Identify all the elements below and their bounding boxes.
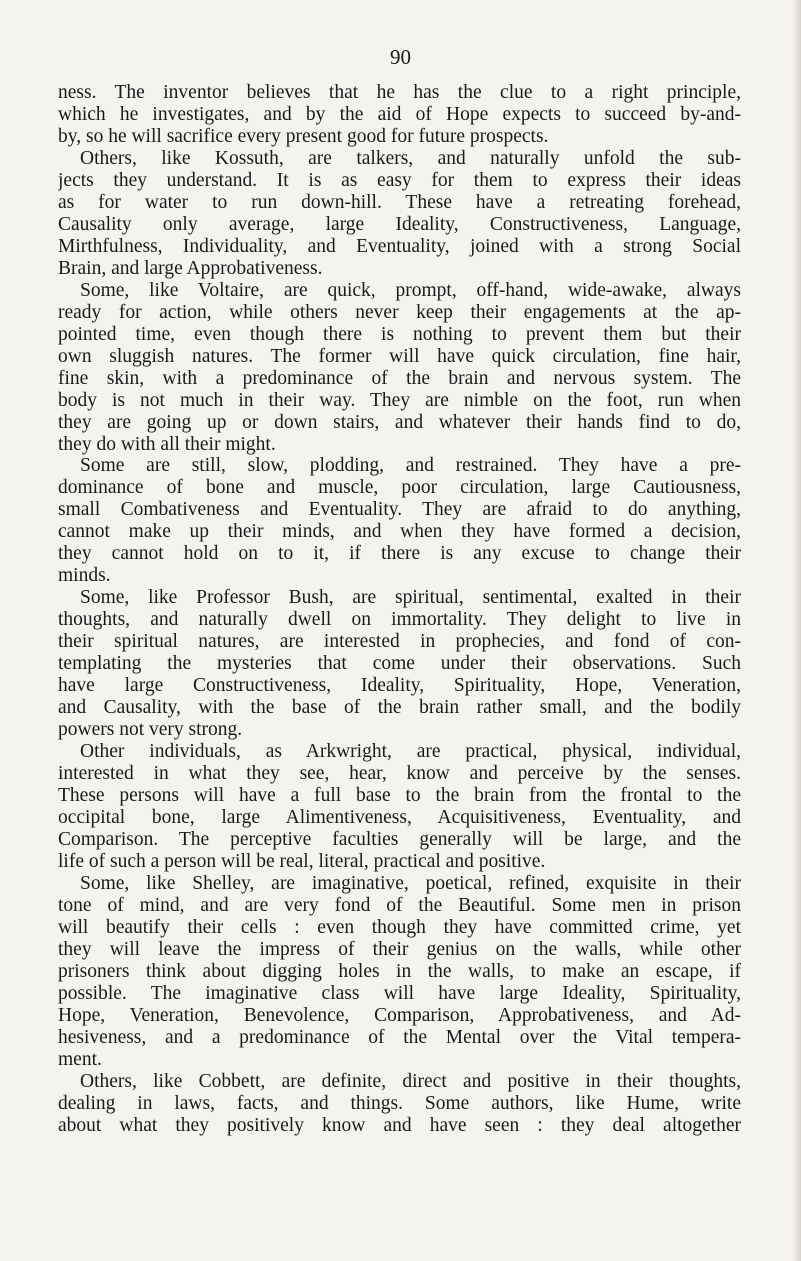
text-line: tone of mind, and are very fond of the Beautiful. Some men in prison [58, 894, 741, 916]
text-line: minds. [58, 565, 111, 587]
text-line: Brain, and large Approbativeness. [58, 257, 323, 279]
text-line: they are going up or down stairs, and whatever their hands find to do, [58, 411, 741, 433]
text-line: their spiritual natures, are interested in prophecies, and fond of con- [58, 631, 741, 653]
text-line: Other individuals, as Arkwright, are practical, physical, individual, [80, 741, 741, 763]
text-line: templating the mysteries that come under their observations. Such [58, 653, 741, 675]
text-line: Others, like Kossuth, are talkers, and naturally unfold the sub- [80, 147, 741, 169]
text-line: about what they positively know and have seen : they deal altogether [58, 1114, 741, 1136]
text-line: possible. The imaginative class will have large Ideality, Spirituality, [58, 982, 741, 1004]
text-line: Some, like Professor Bush, are spiritual, sentimental, exalted in their [80, 587, 741, 609]
text-line: as for water to run down-hill. These have a retreating forehead, [58, 191, 741, 213]
page-number: 90 [390, 45, 411, 69]
body-text [58, 82, 741, 1137]
text-line: own sluggish natures. The former will have quick circulation, fine hair, [58, 345, 741, 367]
text-line: dominance of bone and muscle, poor circulation, large Cautiousness, [58, 477, 741, 499]
text-line: have large Constructiveness, Ideality, Spirituality, Hope, Veneration, [58, 675, 741, 697]
text-line: they will leave the impress of their genius on the walls, while other [58, 938, 741, 960]
text-line: hesiveness, and a predominance of the Mental over the Vital tempera- [58, 1026, 741, 1048]
text-line: fine skin, with a predominance of the brain and nervous system. The [58, 367, 741, 389]
text-line: prisoners think about digging holes in the walls, to make an escape, if [58, 960, 741, 982]
text-line: Causality only average, large Ideality, Constructiveness, Language, [58, 213, 741, 235]
text-line: Some, like Voltaire, are quick, prompt, off-hand, wide-awake, always [80, 279, 741, 301]
text-line: Some are still, slow, plodding, and restrained. They have a pre- [80, 455, 741, 477]
text-line: cannot make up their minds, and when they have formed a decision, [58, 521, 741, 543]
text-line: thoughts, and naturally dwell on immortality. They delight to live in [58, 609, 741, 631]
text-line: by, so he will sacrifice every present good for future prospects. [58, 125, 549, 147]
text-line: These persons will have a full base to the brain from the frontal to the [58, 785, 741, 806]
text-line: they do with all their might. [58, 433, 276, 455]
text-line: ready for action, while others never keep their engagements at the ap- [58, 301, 741, 323]
text-line: Comparison. The perceptive faculties generally will be large, and the [58, 828, 741, 850]
text-line: powers not very strong. [58, 719, 243, 741]
text-line: small Combativeness and Eventuality. They are afraid to do anything, [58, 499, 741, 521]
text-line: they cannot hold on to it, if there is any excuse to change their [58, 543, 741, 565]
text-line: Some, like Shelley, are imaginative, poetical, refined, exquisite in their [80, 872, 741, 894]
text-line: body is not much in their way. They are nimble on the foot, run when [58, 389, 741, 411]
text-line: Mirthfulness, Individuality, and Eventuality, joined with a strong Social [58, 235, 741, 257]
text-line: dealing in laws, facts, and things. Some authors, like Hume, write [58, 1092, 741, 1114]
text-line: Hope, Veneration, Benevolence, Comparison, Approbativeness, and Ad- [58, 1004, 741, 1026]
text-line: interested in what they see, hear, know and perceive by the senses. [58, 763, 741, 785]
text-line: jects they understand. It is as easy for them to express their ideas [58, 169, 741, 191]
text-line: ness. The inventor believes that he has the clue to a right principle, [58, 82, 741, 103]
text-line: life of such a person will be real, literal, practical and positive. [58, 850, 546, 872]
text-line: occipital bone, large Alimentiveness, Acquisitiveness, Eventuality, and [58, 806, 741, 828]
text-line: pointed time, even though there is nothing to prevent them but their [58, 323, 741, 345]
text-line: which he investigates, and by the aid of Hope expects to succeed by-and- [58, 103, 741, 125]
text-line: and Causality, with the base of the brain rather small, and the bodily [58, 697, 741, 719]
text-line: Others, like Cobbett, are definite, direct and positive in their thoughts, [80, 1070, 741, 1092]
text-line: will beautify their cells : even though they have committed crime, yet [58, 916, 741, 938]
text-line: ment. [58, 1048, 102, 1070]
page-edge-shadow [792, 0, 801, 1261]
